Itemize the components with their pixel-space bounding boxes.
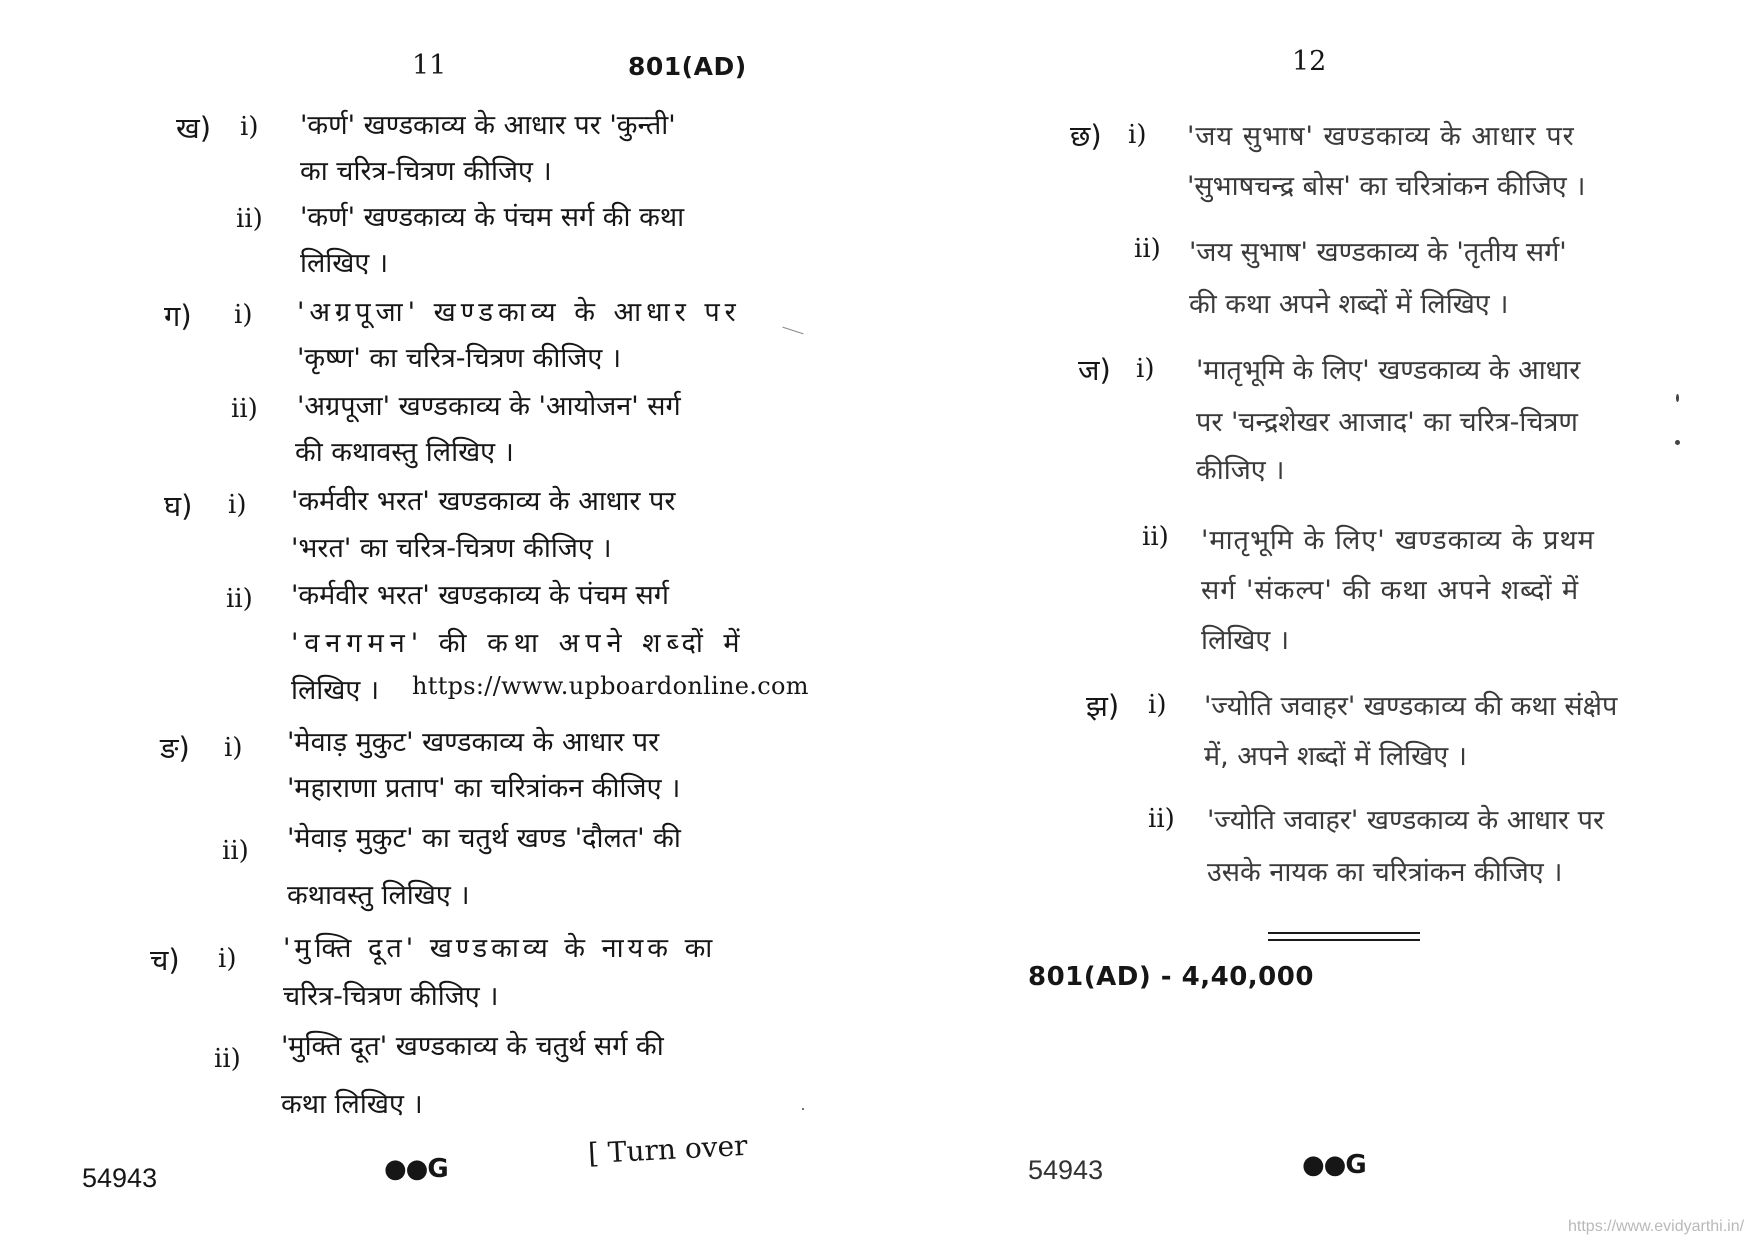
question-text-line: उसके नायक का चरित्रांकन कीजिए । [1207, 857, 1563, 888]
question-letter: झ) [1086, 689, 1120, 723]
question-text-line: 'ज्योति जवाहर' खण्डकाव्य के आधार पर [1207, 805, 1604, 836]
part-number: i) [240, 112, 259, 142]
question-text-line: 'महाराणा प्रताप' का चरित्रांकन कीजिए । [287, 773, 681, 804]
question-text-line: 'मेवाड़ मुकुट' खण्डकाव्य के आधार पर [287, 727, 660, 758]
right-footer-code: 54943 [1028, 1155, 1104, 1185]
question-text-line: कीजिए । [1196, 455, 1285, 486]
question-letter: घ) [164, 489, 193, 523]
part-number: i) [1128, 120, 1147, 150]
question-text-line: 'मुक्ति दूत' खण्डकाव्य के चतुर्थ सर्ग की [281, 1031, 664, 1062]
question-text-line: 'कर्मवीर भरत' खण्डकाव्य के पंचम सर्ग [291, 580, 669, 611]
question-text-line: कथा लिखिए । [281, 1089, 423, 1120]
watermark-url: https://www.evidyarthi.in/ [1568, 1218, 1745, 1235]
part-number: i) [1136, 354, 1155, 384]
question-letter: ग) [164, 299, 192, 333]
part-number: ii) [231, 394, 258, 424]
question-text-line: 'भरत' का चरित्र-चित्रण कीजिए । [291, 533, 612, 564]
question-text-line: पर 'चन्द्रशेखर आजाद' का चरित्र-चित्रण [1196, 407, 1578, 438]
question-text-line: 'मेवाड़ मुकुट' का चतुर्थ खण्ड 'दौलत' की [287, 823, 681, 854]
part-number: ii) [1148, 804, 1175, 834]
left-footer-code: 54943 [82, 1163, 158, 1193]
turn-over-note: [ Turn over [587, 1128, 749, 1171]
part-number: i) [218, 944, 237, 974]
part-number: ii) [222, 836, 249, 866]
part-number: ii) [1134, 234, 1161, 264]
left-page-number: 11 [412, 50, 447, 81]
question-letter: ङ) [160, 731, 190, 765]
question-text-line: 'अग्रपूजा' खण्डकाव्य के 'आयोजन' सर्ग [297, 391, 681, 422]
question-text-line: की कथा अपने शब्दों में लिखिए । [1189, 289, 1509, 320]
right-footer-mark: ●●G [1302, 1150, 1366, 1180]
part-number: i) [234, 300, 253, 330]
part-number: ii) [226, 584, 253, 614]
question-text-line: 'जय सुभाष' खण्डकाव्य के 'तृतीय सर्ग' [1189, 237, 1567, 268]
part-number: ii) [236, 204, 263, 234]
question-text-line: 'सुभाषचन्द्र बोस' का चरित्रांकन कीजिए । [1187, 171, 1586, 202]
right-page-number: 12 [1292, 46, 1327, 77]
question-text-line: की कथावस्तु लिखिए । [295, 437, 514, 468]
question-letter: ज) [1078, 353, 1111, 387]
question-text-line: कथावस्तु लिखिए । [287, 880, 470, 911]
inline-url-link[interactable]: https://www.upboardonline.com [412, 672, 809, 700]
question-text-line: का चरित्र-चित्रण कीजिए । [300, 156, 552, 187]
question-text-line: 'मातृभूमि के लिए' खण्डकाव्य के आधार [1196, 355, 1581, 386]
part-number: ii) [1142, 522, 1169, 552]
question-text-line: 'मातृभूमि के लिए' खण्डकाव्य के प्रथम [1201, 525, 1595, 556]
scan-speck [802, 1108, 804, 1110]
question-text-line: 'ज्योति जवाहर' खण्डकाव्य की कथा संक्षेप [1204, 691, 1618, 722]
question-text-line: में, अपने शब्दों में लिखिए । [1204, 741, 1467, 772]
scan-speck [1676, 394, 1679, 402]
scan-speck [782, 327, 803, 335]
question-letter: छ) [1070, 119, 1102, 153]
left-paper-code: 801(AD) [628, 52, 747, 81]
end-rule [1268, 939, 1420, 941]
question-letter: ख) [176, 111, 212, 145]
question-text-line: लिखिए । [291, 675, 380, 706]
question-text-line: 'कृष्ण' का चरित्र-चित्रण कीजिए । [297, 343, 622, 374]
left-footer-mark: ●●G [384, 1154, 448, 1184]
question-text-line: लिखिए । [1201, 625, 1290, 656]
scan-speck [1675, 440, 1680, 445]
question-text-line: 'कर्ण' खण्डकाव्य के आधार पर 'कुन्ती' [300, 110, 676, 141]
question-text-line: 'वनगमन' की कथा अपने शब्दों में [291, 628, 746, 659]
question-text-line: 'मुक्ति दूत' खण्डकाव्य के नायक का [283, 933, 717, 964]
part-number: ii) [214, 1044, 241, 1074]
question-text-line: चरित्र-चित्रण कीजिए । [283, 981, 499, 1012]
question-text-line: लिखिए । [300, 248, 389, 279]
question-text-line: 'जय सुभाष' खण्डकाव्य के आधार पर [1187, 121, 1575, 152]
question-text-line: 'अग्रपूजा' खण्डकाव्य के आधार पर [297, 297, 741, 328]
question-text-line: 'कर्मवीर भरत' खण्डकाव्य के आधार पर [291, 486, 676, 517]
paper-total: 801(AD) - 4,40,000 [1028, 962, 1314, 992]
question-letter: च) [150, 943, 180, 977]
question-text-line: 'कर्ण' खण्डकाव्य के पंचम सर्ग की कथा [300, 202, 685, 233]
part-number: i) [228, 490, 247, 520]
end-rule [1268, 932, 1420, 934]
part-number: i) [224, 733, 243, 763]
part-number: i) [1148, 690, 1167, 720]
question-text-line: सर्ग 'संकल्प' की कथा अपने शब्दों में [1201, 575, 1580, 606]
